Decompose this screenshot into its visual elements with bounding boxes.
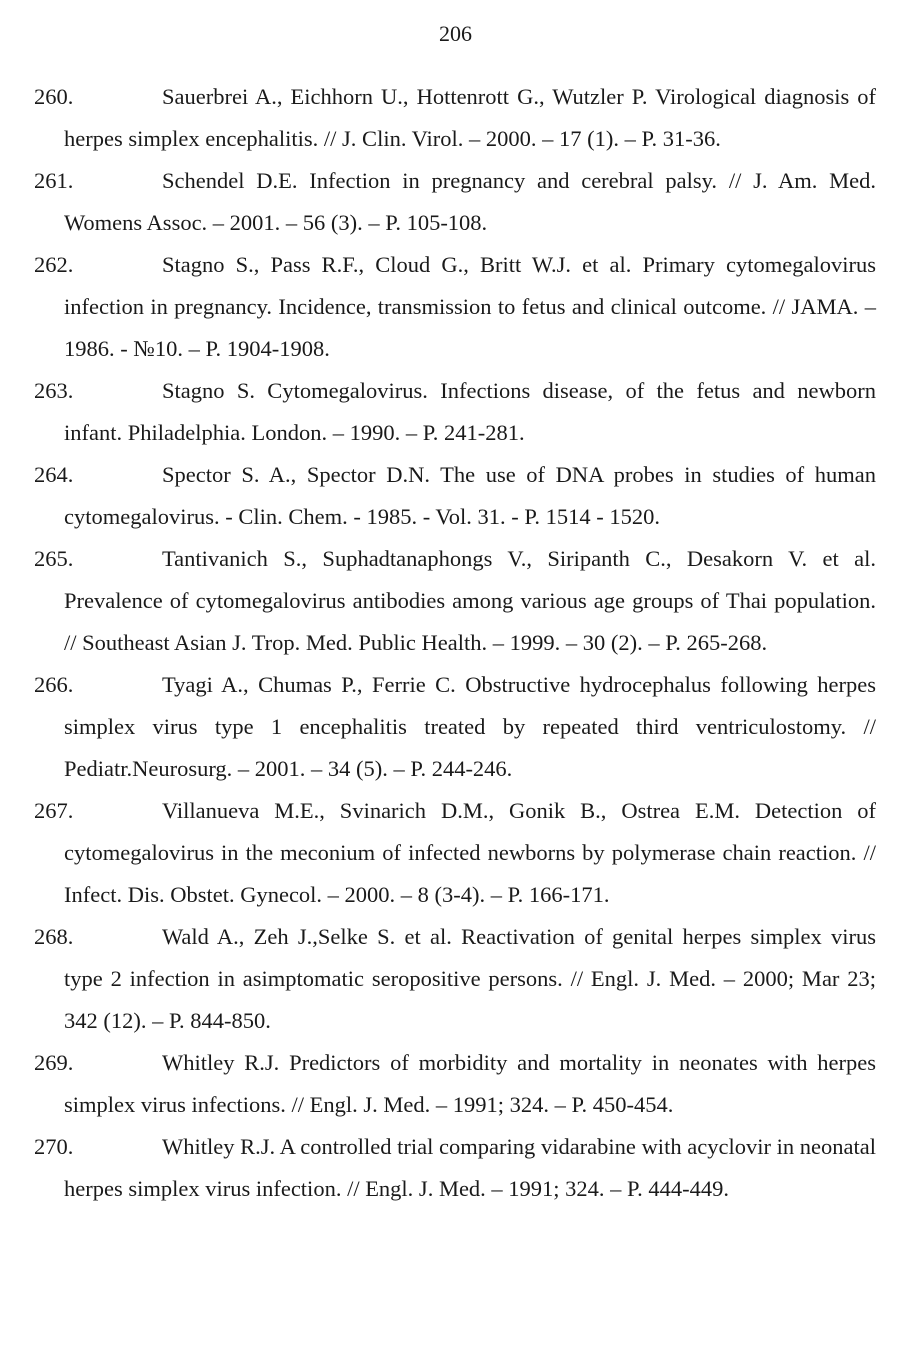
reference-item xyxy=(34,664,876,790)
reference-number: 262. xyxy=(34,252,74,277)
reference-text: Schendel D.E. Infection in pregnancy and cerebral palsy. // J. Am. Med. Womens Assoc. – 2001. – 56 (3). – P. 105-108. xyxy=(64,168,876,235)
reference-item xyxy=(34,454,876,538)
page-number: 206 xyxy=(439,21,472,46)
reference-item xyxy=(34,76,876,160)
reference-item xyxy=(34,1042,876,1126)
reference-item xyxy=(34,244,876,370)
reference-number: 260. xyxy=(34,84,74,109)
reference-text: Spector S. A., Spector D.N. The use of DNA probes in studies of human cytomegalovirus. - Clin. Chem. - 1985. - Vol. 31. - P. 1514 - 1520. xyxy=(64,462,876,529)
reference-text: Tantivanich S., Suphadtanaphongs V., Siripanth C., Desakorn V. et al. Prevalence of cytomegalovirus antibodies among various age groups of Thai population. // Southeast Asian J. Trop. Med. Public Health. – 1999. – 30 (2). – P. 265-268. xyxy=(64,546,876,655)
reference-item xyxy=(34,916,876,1042)
reference-number: 265. xyxy=(34,546,74,571)
reference-number: 270. xyxy=(34,1134,74,1159)
reference-text: Wald A., Zeh J.,Selke S. et al. Reactivation of genital herpes simplex virus type 2 infection in asimptomatic seropositive persons. // Engl. J. Med. – 2000; Mar 23; 342 (12). – P. 844-850. xyxy=(64,924,876,1033)
reference-list xyxy=(34,76,876,1210)
reference-text: Tyagi A., Chumas P., Ferrie C. Obstructive hydrocephalus following herpes simplex virus type 1 encephalitis treated by repeated third ventriculostomy. // Pediatr.Neurosurg. – 2001. – 34 (5). – P. 244-246. xyxy=(64,672,876,781)
reference-number: 264. xyxy=(34,462,74,487)
reference-item xyxy=(34,370,876,454)
reference-number: 263. xyxy=(34,378,74,403)
reference-text: Stagno S. Cytomegalovirus. Infections disease, of the fetus and newborn infant. Philadelphia. London. – 1990. – P. 241-281. xyxy=(64,378,876,445)
reference-number: 268. xyxy=(34,924,74,949)
reference-number: 266. xyxy=(34,672,74,697)
reference-text: Sauerbrei A., Eichhorn U., Hottenrott G., Wutzler P. Virological diagnosis of herpes simplex encephalitis. // J. Clin. Virol. – 2000. – 17 (1). – P. 31-36. xyxy=(64,84,876,151)
reference-item xyxy=(34,1126,876,1210)
reference-text: Whitley R.J. Predictors of morbidity and mortality in neonates with herpes simplex virus infections. // Engl. J. Med. – 1991; 324. – P. 450-454. xyxy=(64,1050,876,1117)
reference-item xyxy=(34,790,876,916)
reference-text: Stagno S., Pass R.F., Cloud G., Britt W.J. et al. Primary cytomegalovirus infection in pregnancy. Incidence, transmission to fetus and clinical outcome. // JAMA. – 1986. - №10. – P. 1904-1908. xyxy=(64,252,876,361)
reference-number: 267. xyxy=(34,798,74,823)
reference-number: 261. xyxy=(34,168,74,193)
reference-text: Villanueva M.E., Svinarich D.M., Gonik B., Ostrea E.M. Detection of cytomegalovirus in the meconium of infected newborns by polymerase chain reaction. // Infect. Dis. Obstet. Gynecol. – 2000. – 8 (3-4). – P. 166-171. xyxy=(64,798,876,907)
reference-text: Whitley R.J. A controlled trial comparing vidarabine with acyclovir in neonatal herpes simplex virus infection. // Engl. J. Med. – 1991; 324. – P. 444-449. xyxy=(64,1134,876,1201)
reference-item xyxy=(34,538,876,664)
reference-number: 269. xyxy=(34,1050,74,1075)
reference-item xyxy=(34,160,876,244)
